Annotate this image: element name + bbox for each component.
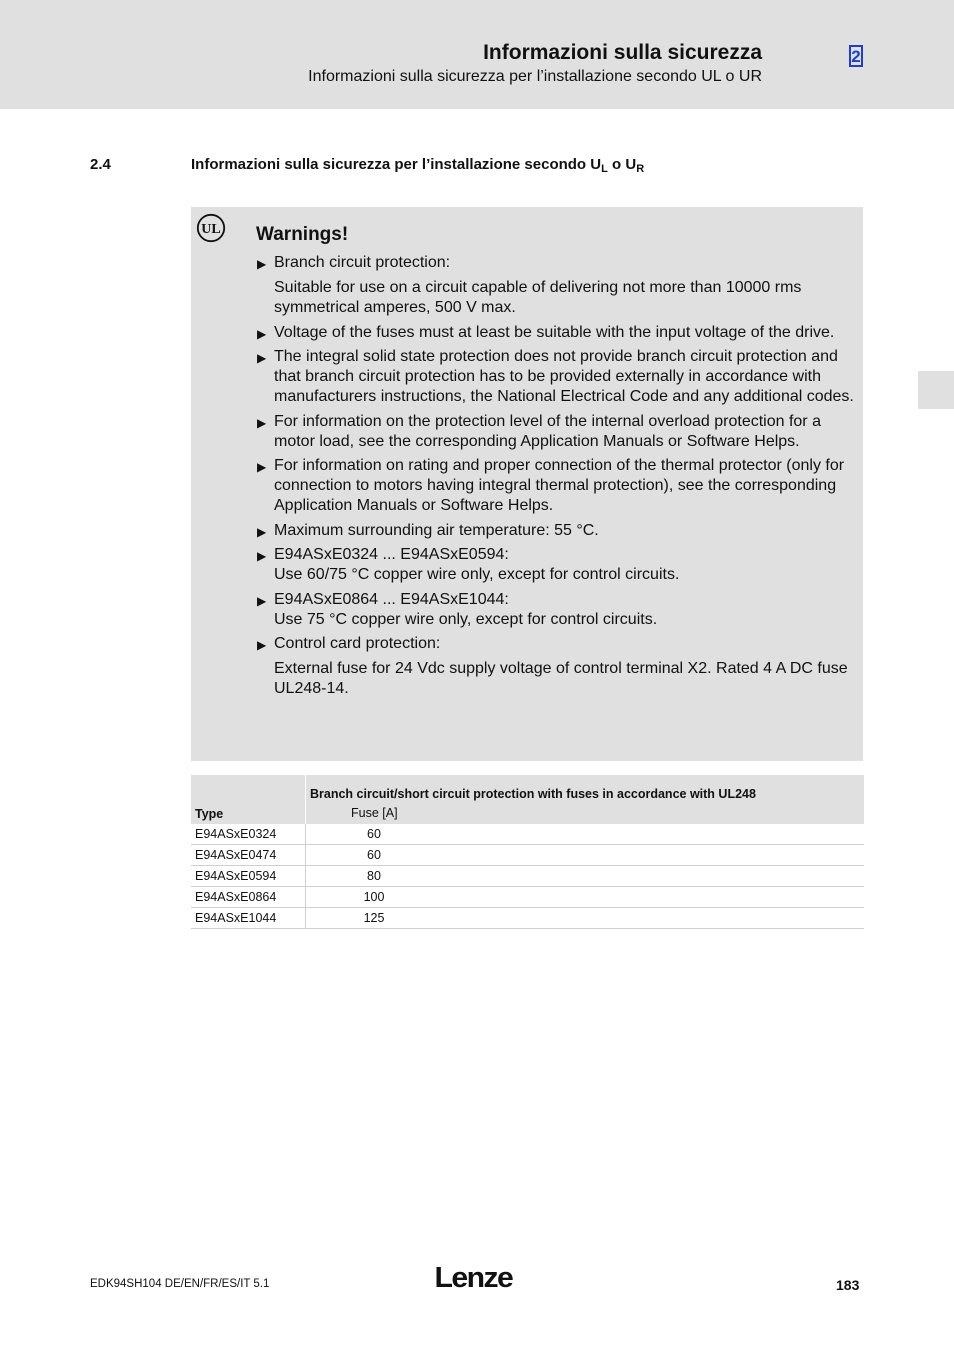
footer-document-id: EDK94SH104 DE/EN/FR/ES/IT 5.1	[90, 1278, 270, 1290]
table-row	[191, 845, 864, 866]
table-row	[191, 824, 864, 845]
warning-item-text: Control card protection:	[274, 635, 441, 652]
bullet-triangle-icon: ▶	[257, 351, 267, 365]
warning-item-text: The integral solid state protection does not provide branch circuit protection and that branch circuit protection has to be provided externally in accordance with manufacturers instructions, the National Electrical Code and any additional codes.	[274, 348, 854, 405]
type-column-header: Type	[191, 775, 306, 824]
chapter-number[interactable]: 2	[849, 45, 863, 67]
warning-item-text: Maximum surrounding air temperature: 55 °C.	[274, 521, 599, 539]
lenze-logo: Lenze	[434, 1262, 513, 1294]
warning-item	[256, 253, 858, 318]
bullet-triangle-icon: ▶	[257, 524, 267, 539]
page-header	[0, 0, 954, 109]
fuse-cell	[306, 908, 865, 929]
warning-item	[256, 634, 858, 699]
type-cell: E94ASxE0864	[191, 887, 306, 908]
fuse-cell	[306, 845, 865, 866]
bullet-triangle-icon: ▶	[257, 415, 267, 430]
type-cell: E94ASxE0474	[191, 845, 306, 866]
fuse-value: 60	[367, 827, 381, 841]
header-title: Informazioni sulla sicurezza	[483, 41, 762, 64]
warning-item-line2: Use 75 °C copper wire only, except for control circuits.	[274, 610, 658, 628]
bullet-triangle-icon: ▶	[257, 593, 267, 608]
bullet-triangle-icon: ▶	[257, 326, 267, 341]
fuse-cell	[306, 866, 865, 887]
fuse-value: 80	[367, 869, 381, 883]
section-title: Informazioni sulla sicurezza per l’installazione secondo $U_L$ o $U_R$	[191, 156, 645, 175]
warning-item	[256, 456, 858, 516]
warning-item-text: For information on the protection level of the internal overload protection for a motor load, see the corresponding Application Manuals or Software Helps.	[274, 412, 821, 450]
warning-item	[256, 347, 858, 407]
header-subtitle: Informazioni sulla sicurezza per l’installazione secondo UL o UR	[308, 68, 762, 85]
svg-text:UL: UL	[201, 222, 221, 237]
warning-item-text: E94ASxE0324 ... E94ASxE0594:	[274, 546, 509, 563]
fuse-cell	[306, 887, 865, 908]
warning-item-text: Branch circuit protection:	[274, 254, 451, 271]
type-cell: E94ASxE1044	[191, 908, 306, 929]
warning-item	[256, 545, 858, 585]
section-number: 2.4	[90, 156, 111, 173]
warning-title: Warnings!	[256, 224, 349, 245]
warning-item	[256, 590, 858, 630]
warning-item-detail: Suitable for use on a circuit capable of delivering not more than 10000 rms symmetrical amperes, 500 V max.	[274, 279, 802, 316]
bullet-triangle-icon: ▶	[257, 638, 267, 652]
fuse-column-header: Fuse [A]	[306, 801, 865, 824]
warning-item	[256, 521, 858, 541]
warning-list	[256, 253, 858, 704]
warning-item-text: Voltage of the fuses must at least be suitable with the input voltage of the drive.	[274, 323, 835, 341]
table-row	[191, 908, 864, 929]
chapter-side-tab	[918, 371, 954, 409]
type-cell: E94ASxE0324	[191, 824, 306, 845]
fuse-cell	[306, 824, 865, 845]
warning-item	[256, 323, 858, 343]
table-row	[191, 887, 864, 908]
warning-item	[256, 412, 858, 452]
fuse-value: 100	[363, 890, 385, 904]
type-cell: E94ASxE0594	[191, 866, 306, 887]
warning-item-detail: External fuse for 24 Vdc supply voltage of control terminal X2. Rated 4 A DC fuse UL248-14.	[274, 660, 848, 697]
warning-item-text: For information on rating and proper connection of the thermal protector (only for connection to motors having integral thermal protection), see the corresponding Application Manuals or Software Helps.	[274, 457, 845, 514]
page-number: 183	[836, 1277, 860, 1293]
bullet-triangle-icon: ▶	[257, 549, 267, 563]
fuse-value: 60	[367, 848, 381, 862]
warning-item-text: E94ASxE0864 ... E94ASxE1044:	[274, 590, 509, 608]
table-row	[191, 866, 864, 887]
warning-item-line2: Use 60/75 °C copper wire only, except for control circuits.	[274, 566, 680, 583]
bullet-triangle-icon: ▶	[257, 460, 267, 474]
ul-listed-icon	[196, 213, 226, 243]
fuse-table	[191, 775, 864, 929]
fuse-value: 125	[363, 911, 385, 925]
bullet-triangle-icon: ▶	[257, 257, 267, 271]
protection-group-header: Branch circuit/short circuit protection with fuses in accordance with UL248	[306, 775, 865, 801]
